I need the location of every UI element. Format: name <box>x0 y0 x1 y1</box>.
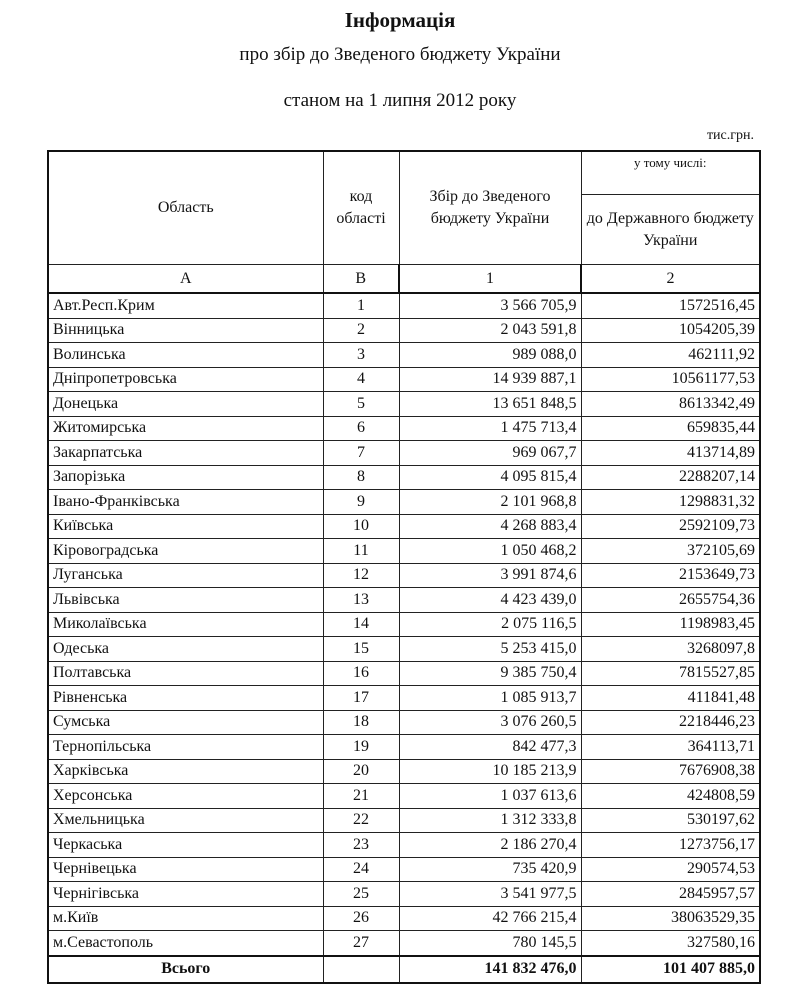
consolidated-cell: 2 075 116,5 <box>399 612 581 637</box>
table-row <box>48 833 760 858</box>
region-cell: м.Київ <box>48 906 323 931</box>
table-row <box>48 735 760 760</box>
total-consolidated: 141 832 476,0 <box>399 956 581 983</box>
consolidated-cell: 10 185 213,9 <box>399 759 581 784</box>
region-cell: Львівська <box>48 588 323 613</box>
table-row <box>48 808 760 833</box>
region-cell: Івано-Франківська <box>48 490 323 515</box>
code-cell: 18 <box>323 710 399 735</box>
state-cell: 2288207,14 <box>581 465 760 490</box>
state-cell: 1298831,32 <box>581 490 760 515</box>
code-cell: 26 <box>323 906 399 931</box>
region-cell: Чернігівська <box>48 882 323 907</box>
state-cell: 462111,92 <box>581 343 760 368</box>
region-cell: Кіровоградська <box>48 539 323 564</box>
state-cell: 424808,59 <box>581 784 760 809</box>
code-cell: 20 <box>323 759 399 784</box>
table-row <box>48 293 760 318</box>
code-cell: 8 <box>323 465 399 490</box>
code-cell: 23 <box>323 833 399 858</box>
table-row <box>48 931 760 956</box>
code-cell: 25 <box>323 882 399 907</box>
region-cell: Миколаївська <box>48 612 323 637</box>
region-cell: Полтавська <box>48 661 323 686</box>
code-cell: 4 <box>323 367 399 392</box>
header-total: Збір до Зведеного бюджету України <box>399 151 581 265</box>
region-cell: Тернопільська <box>48 735 323 760</box>
consolidated-cell: 989 088,0 <box>399 343 581 368</box>
region-cell: Запорізька <box>48 465 323 490</box>
header-state-budget: до Державного бюджету України <box>581 195 760 265</box>
consolidated-cell: 4 095 815,4 <box>399 465 581 490</box>
document-date-line: станом на 1 липня 2012 року <box>283 90 517 111</box>
state-cell: 1198983,45 <box>581 612 760 637</box>
state-cell: 1273756,17 <box>581 833 760 858</box>
region-cell: Житомирська <box>48 416 323 441</box>
code-cell: 1 <box>323 293 399 318</box>
state-cell: 411841,48 <box>581 686 760 711</box>
state-cell: 2592109,73 <box>581 514 760 539</box>
state-cell: 372105,69 <box>581 539 760 564</box>
consolidated-cell: 2 101 968,8 <box>399 490 581 515</box>
code-cell: 2 <box>323 318 399 343</box>
header-code: код області <box>323 151 399 265</box>
code-cell: 5 <box>323 392 399 417</box>
region-cell: Одеська <box>48 637 323 662</box>
consolidated-cell: 4 268 883,4 <box>399 514 581 539</box>
code-cell: 9 <box>323 490 399 515</box>
consolidated-cell: 42 766 215,4 <box>399 906 581 931</box>
consolidated-cell: 3 566 705,9 <box>399 293 581 318</box>
region-cell: м.Севастополь <box>48 931 323 956</box>
consolidated-cell: 3 541 977,5 <box>399 882 581 907</box>
code-cell: 24 <box>323 857 399 882</box>
code-cell: 3 <box>323 343 399 368</box>
region-cell: Хмельницька <box>48 808 323 833</box>
table-row <box>48 759 760 784</box>
table-row <box>48 637 760 662</box>
region-cell: Волинська <box>48 343 323 368</box>
region-cell: Авт.Респ.Крим <box>48 293 323 318</box>
column-letter: 1 <box>399 265 581 294</box>
region-cell: Харківська <box>48 759 323 784</box>
code-cell: 16 <box>323 661 399 686</box>
region-cell: Рівненська <box>48 686 323 711</box>
table-row <box>48 441 760 466</box>
table-row <box>48 539 760 564</box>
code-cell: 11 <box>323 539 399 564</box>
consolidated-cell: 5 253 415,0 <box>399 637 581 662</box>
table-row <box>48 612 760 637</box>
region-cell: Закарпатська <box>48 441 323 466</box>
table-row <box>48 416 760 441</box>
consolidated-cell: 3 076 260,5 <box>399 710 581 735</box>
consolidated-cell: 1 475 713,4 <box>399 416 581 441</box>
state-cell: 327580,16 <box>581 931 760 956</box>
table-row <box>48 882 760 907</box>
consolidated-cell: 1 050 468,2 <box>399 539 581 564</box>
document-subtitle: про збір до Зведеного бюджету України <box>239 44 561 65</box>
region-cell: Київська <box>48 514 323 539</box>
state-cell: 2845957,57 <box>581 882 760 907</box>
code-cell: 15 <box>323 637 399 662</box>
table-row <box>48 857 760 882</box>
table-row <box>48 343 760 368</box>
code-cell: 7 <box>323 441 399 466</box>
state-cell: 1572516,45 <box>581 293 760 318</box>
consolidated-cell: 780 145,5 <box>399 931 581 956</box>
code-cell: 12 <box>323 563 399 588</box>
consolidated-cell: 14 939 887,1 <box>399 367 581 392</box>
region-cell: Вінницька <box>48 318 323 343</box>
table-row <box>48 367 760 392</box>
state-cell: 7676908,38 <box>581 759 760 784</box>
state-cell: 413714,89 <box>581 441 760 466</box>
column-letter: А <box>48 265 323 294</box>
column-letter: В <box>323 265 399 294</box>
table-row <box>48 490 760 515</box>
consolidated-cell: 842 477,3 <box>399 735 581 760</box>
region-cell: Луганська <box>48 563 323 588</box>
code-cell: 13 <box>323 588 399 613</box>
code-cell: 27 <box>323 931 399 956</box>
state-cell: 7815527,85 <box>581 661 760 686</box>
consolidated-cell: 1 085 913,7 <box>399 686 581 711</box>
consolidated-cell: 9 385 750,4 <box>399 661 581 686</box>
state-cell: 38063529,35 <box>581 906 760 931</box>
state-cell: 3268097,8 <box>581 637 760 662</box>
document-title: Інформація <box>344 8 456 32</box>
column-letter: 2 <box>581 265 760 294</box>
budget-collection-table <box>47 150 761 984</box>
consolidated-cell: 2 186 270,4 <box>399 833 581 858</box>
header-region: Область <box>48 151 323 265</box>
table-row <box>48 710 760 735</box>
region-cell: Дніпропетровська <box>48 367 323 392</box>
consolidated-cell: 13 651 848,5 <box>399 392 581 417</box>
consolidated-cell: 969 067,7 <box>399 441 581 466</box>
total-state: 101 407 885,0 <box>581 956 760 983</box>
consolidated-cell: 735 420,9 <box>399 857 581 882</box>
code-cell: 22 <box>323 808 399 833</box>
table-row <box>48 686 760 711</box>
consolidated-cell: 1 037 613,6 <box>399 784 581 809</box>
total-label: Всього <box>48 956 323 983</box>
table-row <box>48 318 760 343</box>
table-row <box>48 465 760 490</box>
code-cell: 19 <box>323 735 399 760</box>
state-cell: 364113,71 <box>581 735 760 760</box>
state-cell: 2153649,73 <box>581 563 760 588</box>
state-cell: 8613342,49 <box>581 392 760 417</box>
state-cell: 2218446,23 <box>581 710 760 735</box>
table-row <box>48 784 760 809</box>
state-cell: 1054205,39 <box>581 318 760 343</box>
table-row <box>48 661 760 686</box>
state-cell: 530197,62 <box>581 808 760 833</box>
consolidated-cell: 2 043 591,8 <box>399 318 581 343</box>
region-cell: Черкаська <box>48 833 323 858</box>
total-code <box>323 956 399 983</box>
table-row <box>48 392 760 417</box>
consolidated-cell: 3 991 874,6 <box>399 563 581 588</box>
table-row <box>48 588 760 613</box>
total-row <box>48 956 760 983</box>
consolidated-cell: 4 423 439,0 <box>399 588 581 613</box>
state-cell: 10561177,53 <box>581 367 760 392</box>
table-row <box>48 906 760 931</box>
region-cell: Чернівецька <box>48 857 323 882</box>
table-row <box>48 514 760 539</box>
region-cell: Донецька <box>48 392 323 417</box>
table-row <box>48 563 760 588</box>
state-cell: 659835,44 <box>581 416 760 441</box>
code-cell: 21 <box>323 784 399 809</box>
state-cell: 2655754,36 <box>581 588 760 613</box>
code-cell: 6 <box>323 416 399 441</box>
code-cell: 17 <box>323 686 399 711</box>
region-cell: Сумська <box>48 710 323 735</box>
state-cell: 290574,53 <box>581 857 760 882</box>
code-cell: 14 <box>323 612 399 637</box>
code-cell: 10 <box>323 514 399 539</box>
header-including: у тому числі: <box>581 151 760 195</box>
units-label: тис.грн. <box>706 128 754 143</box>
region-cell: Херсонська <box>48 784 323 809</box>
consolidated-cell: 1 312 333,8 <box>399 808 581 833</box>
